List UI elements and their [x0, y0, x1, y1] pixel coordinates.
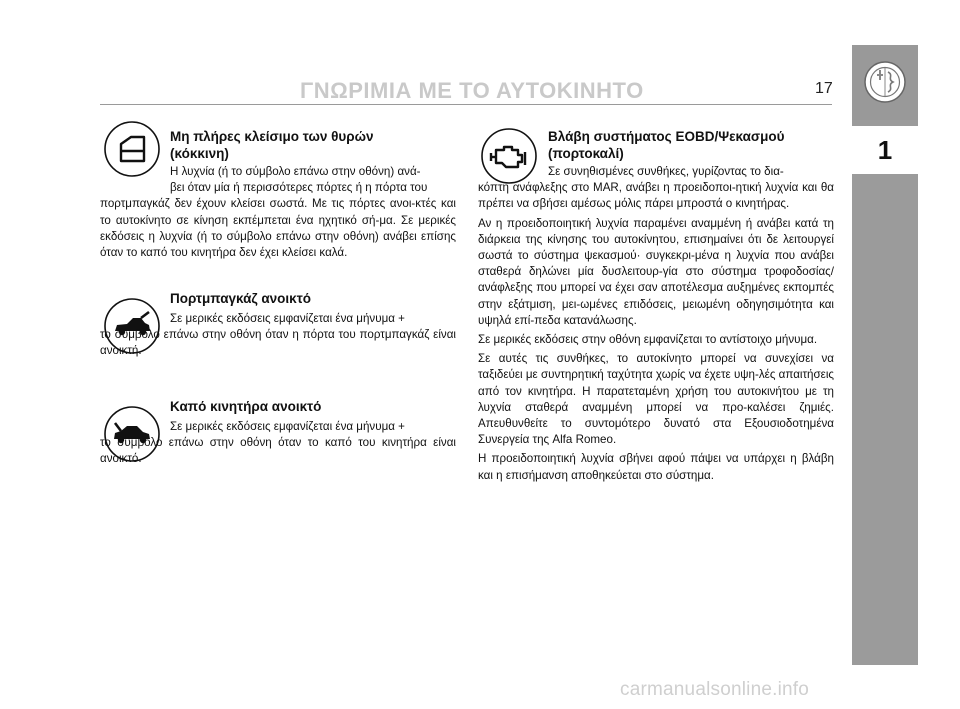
watermark: carmanualsonline.info: [620, 679, 810, 700]
doors-section-title: [170, 128, 460, 162]
hood-text-body: το σύμβολο επάνω στην οθόνη όταν το καπό του κινητήρα είναι ανοικτό.: [100, 436, 456, 466]
eobd-title-line: Βλάβη συστήματος EOBD/Ψεκασμού: [548, 129, 785, 144]
alfa-romeo-logo-icon: [863, 60, 907, 104]
eobd-paragraph-1: [478, 164, 834, 213]
eobd-paragraph-2: Αν η προειδοποιητική λυχνία παραμένει αναμμένη ή ανάβει κατά τη διάρκεια της κίνησης του αυτοκίνητου, επισημαίνει ότι δε λειτουργεί σωστά το σύστημα ψεκασμού· συγκεκρι-μένα η λυχνία που ανάβει σταθερά δηλώνει μία δυσλειτουρ-γία στο σύστημα τροφοδοσίας/ανάφλεξης που μπορεί να έχει σαν αποτέλεσμα αυξημένες εκπομπές στην εξάτμιση, μει-ωμένες επιδόσεις, μειωμένη οδηγησιμότητα και υψηλά επί-πεδα κατανάλωσης.: [478, 216, 834, 327]
eobd-section-title: [548, 128, 848, 162]
trunk-text-body: το σύμβολο επάνω στην οθόνη όταν η πόρτα του πορτμπαγκάζ είναι ανοικτή.: [100, 328, 456, 358]
doors-section-text: [100, 164, 456, 261]
header-divider: [100, 104, 832, 105]
doors-text-line-1: Η λυχνία (ή το σύμβολο επάνω στην οθόνη) ανά-: [170, 165, 421, 178]
eobd-text-p1: κόπτη ανάφλεξης στο MAR, ανάβει η προειδοποι-ητική λυχνία και θα πρέπει να σβήσει αμέσως μόλις πάρει μπροστά ο κινητήρας.: [478, 181, 834, 211]
eobd-section-text: [478, 164, 834, 487]
doors-text-line-2: βει όταν μία ή περισσότερες πόρτες ή η πόρτα του: [170, 181, 428, 195]
eobd-title-color: (πορτοκαλί): [548, 146, 624, 161]
eobd-text-line-1: Σε συνηθισμένες συνθήκες, γυρίζοντας το δια-: [548, 165, 784, 178]
eobd-paragraph-5: Η προειδοποιητική λυχνία σβήνει αφού πάψει να υπάρχει η βλάβη και η επισήμανση αποθηκεύεται στο σύστημα.: [478, 452, 834, 482]
hood-section-title: Καπό κινητήρα ανοικτό: [170, 399, 322, 414]
doors-title-line: Μη πλήρες κλείσιμο των θυρών: [170, 129, 374, 144]
trunk-text-line-1: Σε μερικές εκδόσεις εμφανίζεται ένα μήνυμα +: [170, 312, 405, 325]
trunk-section-title: Πορτμπαγκάζ ανοικτό: [170, 291, 311, 306]
hood-section-text: [100, 419, 456, 468]
doors-title-color: (κόκκινη): [170, 146, 229, 161]
page-number: 17: [815, 80, 833, 97]
page-header-title: ΓΝΩΡΙΜΙΑ ΜΕ ΤΟ ΑΥΤΟΚΙΝΗΤΟ: [300, 78, 644, 103]
trunk-section-text: [100, 311, 456, 360]
eobd-paragraph-4: Σε αυτές τις συνθήκες, το αυτοκίνητο μπορεί να συνεχίσει να ταξιδεύει με συντηρητική ταχύτητα χωρίς να έχετε υψη-λές απαιτήσεις από τον κινητήρα. Η παρατεταμένη χρήση του αυτοκινήτου με τη λυχνία σταθερά αναμμένη μπορεί να προ-καλέσει ζημιές. Απευθυνθείτε το συντομότερο δυνατό στα Εξουσιοδοτημένα Συνεργεία της Alfa Romeo.: [478, 352, 834, 447]
hood-text-line-1: Σε μερικές εκδόσεις εμφανίζεται ένα μήνυμα +: [170, 420, 405, 433]
chapter-number: 1: [852, 126, 918, 174]
doors-text-body: πορτμπαγκάζ δεν έχουν κλείσει σωστά. Με τις πόρτες ανοι-κτές και το αυτοκίνητο σε κίνηση εκπέμπεται ένα ηχητικό σή-μα. Σε μερικές εκδόσεις η λυχνία (ή το σύμβολο επάνω στην οθόνη) ανάβει επίσης όταν το καπό του κινητήρα δεν έχει κλείσει καλά.: [100, 197, 456, 260]
eobd-paragraph-3: Σε μερικές εκδόσεις στην οθόνη εμφανίζεται το αντίστοιχο μήνυμα.: [478, 333, 818, 347]
